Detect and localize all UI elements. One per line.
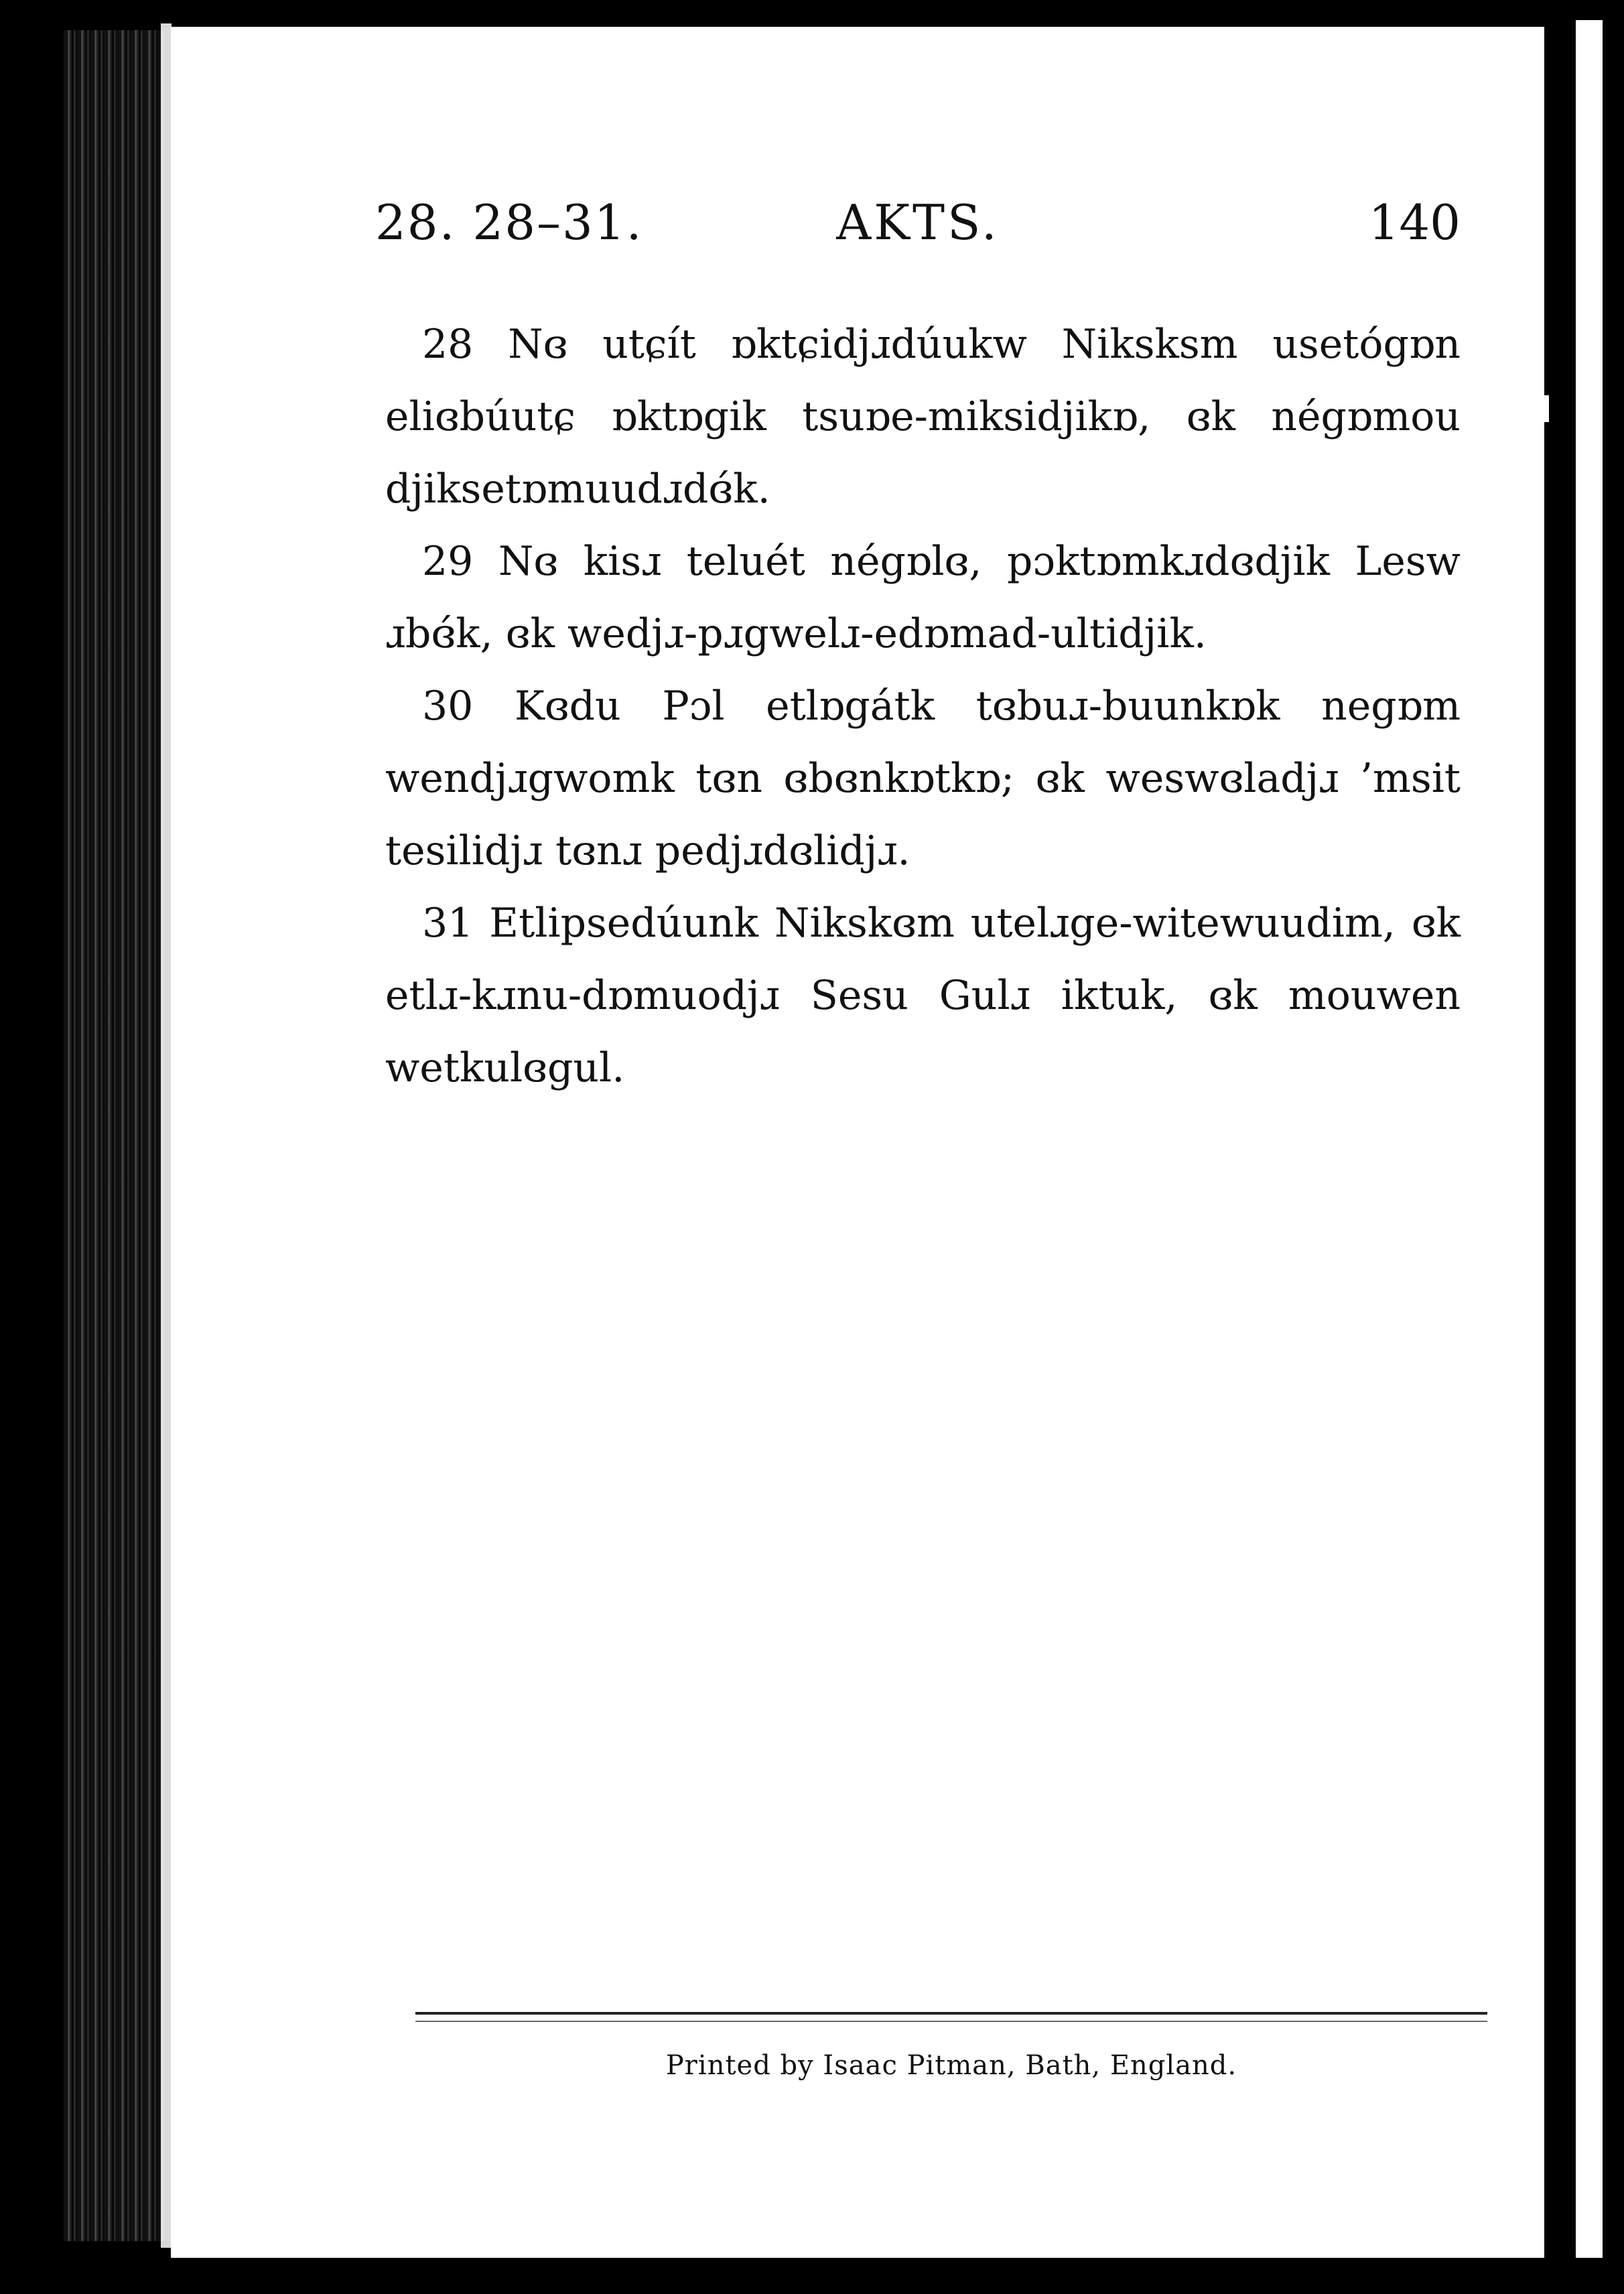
verse-28: 28 Nɞ utɕít ɒktɕidjɹdúukw Niksksm usetógɒn eliɞbúutɕ ɒktɒgik tsuɒe-miksidjikɒ, ɞk négɒmou djiksetɒmuudɹdɞ́k.	[385, 321, 1461, 513]
scripture-text	[385, 308, 1461, 1104]
footer-rule-thin	[415, 2021, 1487, 2022]
verse-29: 29 Nɞ kisɹ teluét négɒlɞ, pɔktɒmkɹdɞdjik Lesw ɹbɞ́k, ɞk wedjɹ-pɹgwelɹ-edɒmad-ultidjik.	[385, 538, 1461, 657]
book-title: AKTS.	[836, 194, 1000, 251]
running-head	[375, 194, 1461, 255]
verse-31: 31 Etlipsedúunk Nikskɞm utelɹge-witewuudim, ɞk etlɹ-kɹnu-dɒmuodjɹ Sesu Gulɹ iktuk, ɞk mouwen wetkulɞgul.	[385, 900, 1461, 1091]
right-page-edge	[1541, 20, 1581, 2271]
printer-imprint: Printed by Isaac Pitman, Bath, England.	[665, 2050, 1237, 2081]
verse-30: 30 Kɞdu Pɔl etlɒgátk tɞbuɹ-buunkɒk negɒm wendjɹgwomk tɞn ɞbɞnkɒtkɒ; ɞk weswɞladjɹ ’msit tesilidjɹ tɞnɹ pedjɹdɞlidjɹ.	[385, 683, 1461, 874]
next-page-sliver	[1576, 20, 1603, 2258]
chapter-verse-reference: 28. 28–31.	[375, 194, 643, 251]
page-stack-edge	[161, 23, 172, 2248]
page-number: 140	[1368, 194, 1461, 251]
footer-rule	[415, 2012, 1487, 2015]
